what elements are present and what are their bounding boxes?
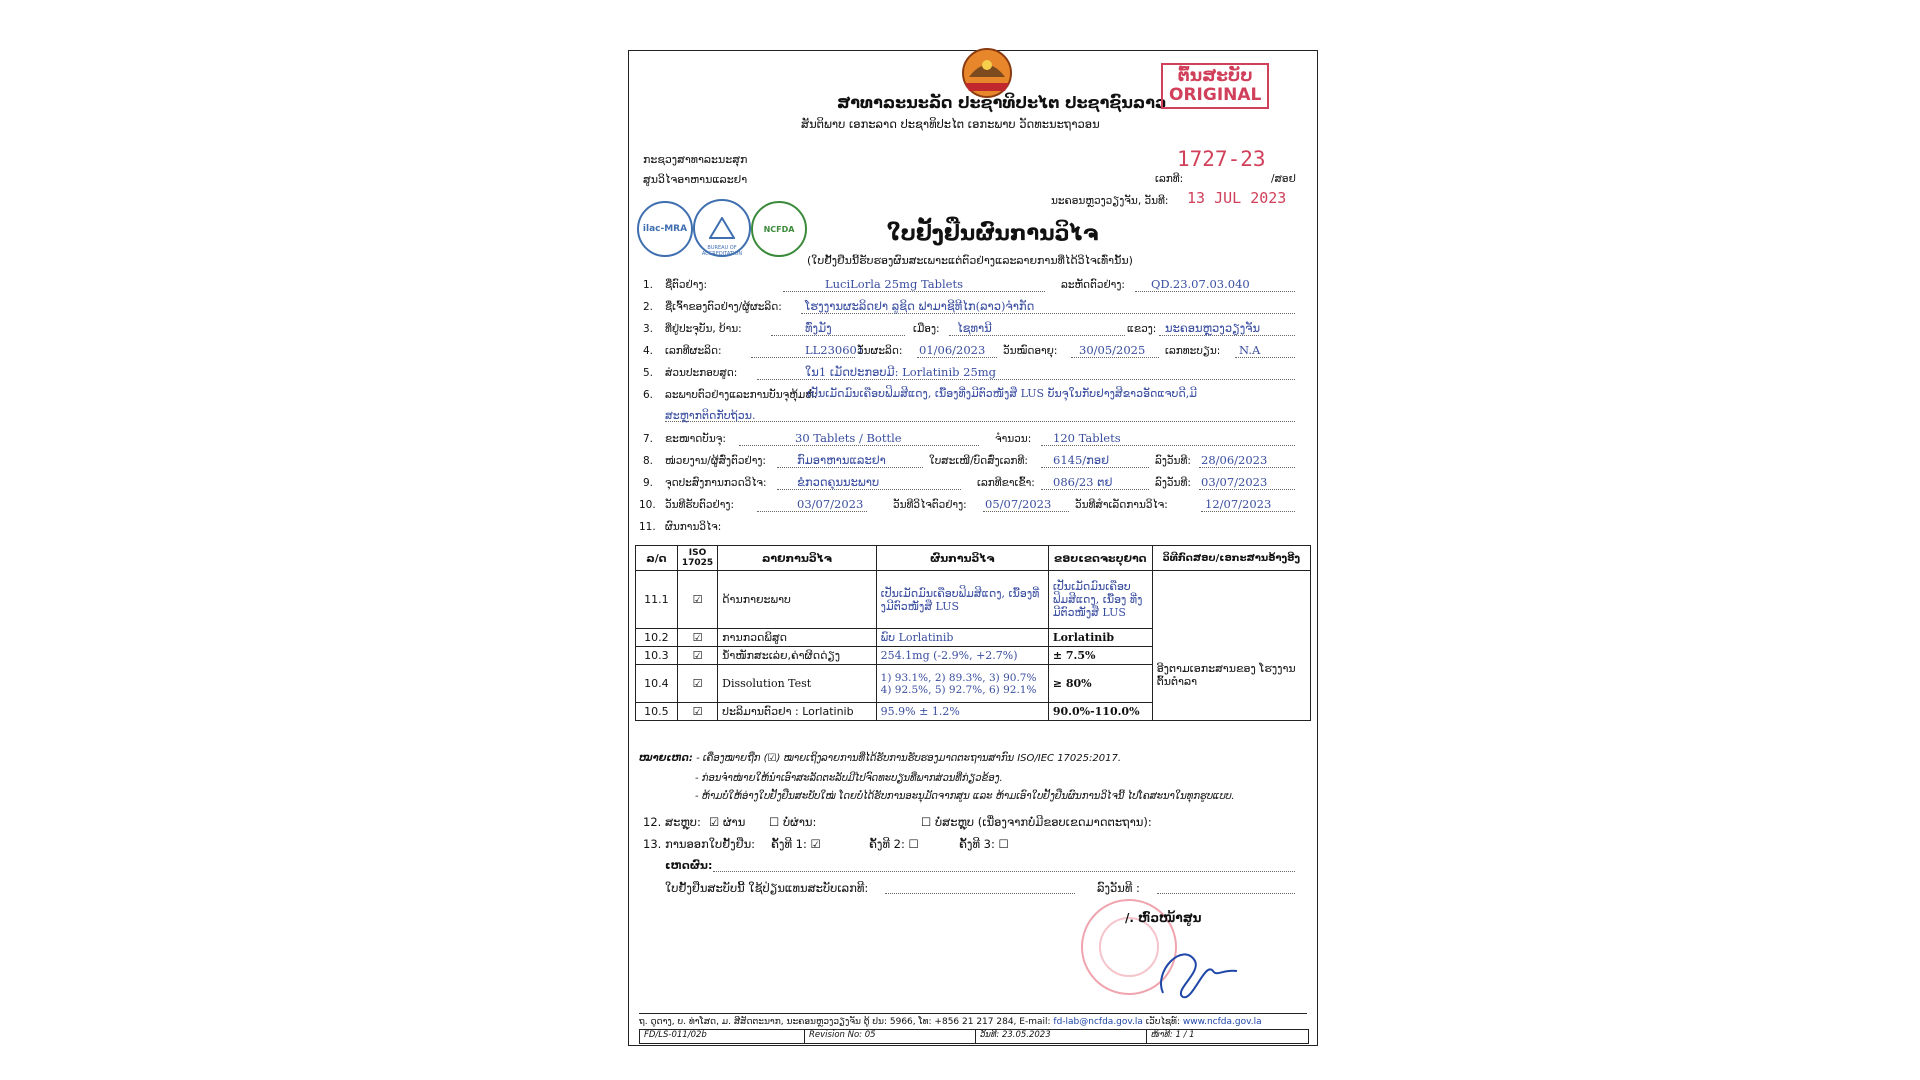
received-date-label: ວັນທີຮັບຕົວຢ່າງ:: [665, 499, 735, 511]
pack-size-value: 30 Tablets / Bottle: [795, 431, 902, 445]
replace-date-label: ລົງວັນທີ :: [1097, 881, 1140, 895]
effective-date: ວັນທີ: 23.05.2023: [976, 1030, 1147, 1043]
owner-value: ໂຮງງານຜະລິດຢາ ລູຊິດ ຟາມາຊີທີໄກ(ລາວ)ຈຳກັດ: [805, 299, 1035, 313]
address-province-value: ນະຄອນຫຼວງວຽງຈັນ: [1165, 321, 1261, 335]
registration-value: N.A: [1239, 343, 1261, 357]
iso-checkbox: ☑: [677, 703, 717, 721]
issuance-time-3: ຄັ້ງທີ 3: ☐: [959, 837, 1009, 851]
col-header-no: ລ/ດ: [636, 546, 678, 571]
sender-value: ກົມອາຫານແລະຢາ: [797, 453, 886, 467]
footer-website[interactable]: www.ncfda.gov.la: [1182, 1017, 1262, 1027]
iso-checkbox: ☑: [677, 647, 717, 665]
original-stamp-lao: ຕົ້ນສະບັບ: [1177, 66, 1253, 86]
iso-checkbox: ☑: [677, 571, 717, 629]
table-header-row: [636, 546, 1311, 571]
owner-label: ຊື່ເຈົ້າຂອງຕົວຢ່າງ/ຜູ້ຜະລິດ:: [665, 301, 782, 313]
sender-label: ໜ່ວຍງານ/ຜູ້ສົ່ງຕົວຢ່າງ:: [665, 455, 766, 467]
replace-label: ໃບຢັ້ງຢືນສະບັບນີ້ ໃຊ້ປ່ຽນແທນສະບັບເລກທີ:: [665, 881, 869, 895]
national-title: ສາທາລະນະລັດ ປະຊາທິປະໄຕ ປະຊາຊົນລາວ: [837, 93, 1167, 112]
received-date-value: 03/07/2023: [797, 497, 864, 511]
exp-date-value: 30/05/2025: [1079, 343, 1146, 357]
table-row: 10.2 ☑ ການກວດພິສູດ ພົບ Lorlatinib Lorlatinib: [636, 629, 1311, 647]
reason-label: ເຫດຜົນ:: [665, 859, 713, 872]
pack-size-label: ຂະໜາດບັນຈຸ:: [665, 433, 726, 445]
col-header-iso: ISO 17025: [677, 546, 717, 571]
sample-name-value: LuciLorla 25mg Tablets: [825, 277, 963, 291]
triangle-icon: [709, 217, 735, 239]
request-number-value: 6145/ກອຢ: [1053, 453, 1110, 467]
results-label: ຜົນການວິໄຈ:: [665, 521, 722, 533]
col-header-result: ຜົນການວິໄຈ: [876, 546, 1048, 571]
conclusion-label: ສະຫຼຸບ:: [665, 815, 701, 829]
document-title: ໃບຢັ້ງຢືນຜົນການວິໄຈ: [887, 221, 1099, 245]
purpose-value: ຂໍກວດຄຸນນະພາບ: [797, 475, 880, 489]
appearance-value-1: ເປັນເມັດມົນເຄືອບຟິມສີແດງ, ເນື້ອງທີ່ງມີຕົວໜັງສື LUS ບັນຈຸໃນກັບຢາງສີຂາວອັດແຈບດີ,ມີ: [807, 387, 1197, 400]
note-1: - ເຄື່ອງໝາຍຖືກ (☑) ໝາຍເຖິງລາຍການທີ່ໄດ້ຮັບການຮັບຮອງມາດຕະຖານສາກົນ ISO/IEC 17025:2017.: [696, 753, 1122, 764]
form-code: FD/LS-011/02b: [640, 1030, 805, 1043]
bureau-accreditation-logo: BUREAU OF ACCREDITATION: [693, 199, 751, 257]
batch-label: ເລກທີຜະລິດ:: [665, 345, 722, 357]
ncfda-logo: NCFDA: [751, 201, 807, 257]
issuance-time-1: ຄັ້ງທີ 1: ☑: [771, 837, 821, 851]
appearance-value-2: ສະຫຼາກຕິດກັບຖ້ວນ.: [665, 409, 756, 422]
iso-checkbox: ☑: [677, 665, 717, 703]
issuance-label: ການອອກໃບຢັ້ງຢືນ:: [665, 837, 756, 851]
composition-value: ໃນ1 ເມັດປະກອບມີ: Lorlatinib 25mg: [805, 365, 997, 379]
footer-form-info: [639, 1029, 1309, 1044]
col-header-item: ລາຍການວິໄຈ: [718, 546, 877, 571]
sample-code-value: QD.23.07.03.040: [1151, 277, 1250, 291]
composition-label: ສ່ວນປະກອບສູດ:: [665, 367, 738, 379]
appearance-label: ລະພາບຕົວຢ່າງແລະການບັນຈຸຫຸ້ມຫໍ່:: [665, 389, 818, 401]
original-stamp: [1161, 63, 1269, 109]
table-row: 10.3 ☑ ນ້ຳໜັກສະເລ່ຍ,ຄ່າຜິດດ່ຽງ 254.1mg (-2.9%, +2.7%) ± 7.5%: [636, 647, 1311, 665]
mfg-date-value: 01/06/2023: [919, 343, 986, 357]
doc-number-label: ເລກທີ:: [1155, 173, 1184, 185]
ilac-mra-logo: ilac-MRA: [637, 201, 693, 257]
request-date-value: 28/06/2023: [1201, 453, 1268, 467]
results-table: [635, 545, 1311, 721]
table-row: 10.4 ☑ Dissolution Test 1) 93.1%, 2) 89.3%, 3) 90.7% 4) 92.5%, 5) 92.7%, 6) 92.1% ≥ 80%: [636, 665, 1311, 703]
test-date-value: 05/07/2023: [985, 497, 1052, 511]
issuance-time-2: ຄັ້ງທີ 2: ☐: [869, 837, 919, 851]
document-subtitle: (ໃບຢັ້ງຢືນນີ້ຮັບຮອງຜົນສະເພາະແຕ່ຕົວຢ່າງແລະລາຍການທີ່ໄດ້ວິໄຈເທົ່ານັ້ນ): [807, 254, 1133, 267]
purpose-label: ຈຸດປະສົງການກວດວິໄຈ:: [665, 477, 767, 489]
place-date-label: ນະຄອນຫຼວງວຽງຈັນ, ວັນທີ:: [1051, 195, 1169, 207]
center-name: ສູນວິໄຈອາຫານແລະຢາ: [643, 173, 748, 186]
intake-date-value: 03/07/2023: [1201, 475, 1268, 489]
doc-number-suffix: /ສອຢ: [1271, 173, 1296, 185]
iso-checkbox: ☑: [677, 629, 717, 647]
signature-title: /. ຫົວໜ້າສູນ: [1125, 911, 1202, 925]
completion-date-value: 12/07/2023: [1205, 497, 1272, 511]
footer-address: ຖ. ດູດາງ, ບ. ທ່າໂສດ, ມ. ສີສັດຕະນາກ, ນະຄອນຫຼວງວຽງຈັນ ຕູ້ ປນ: 5966, ໂທ: +856 21 217 284, E-mail: fd-lab@ncfda.gov.la ເວັບໄຊທ໌: www.ncfda.gov.la: [639, 1013, 1307, 1027]
method-reference: ອີງຕາມເອກະສານຂອງ ໂຮງງານຕົ້ນຕຳລາ: [1152, 571, 1310, 721]
sample-name-label: ຊື່ຕົວຢ່າງ:: [665, 279, 708, 291]
signature-mark: [1143, 931, 1253, 1001]
table-row: 10.5 ☑ ປະລິມານຕົວຢາ : Lorlatinib 95.9% ± 1.2% 90.0%-110.0%: [636, 703, 1311, 721]
address-village-value: ທົ່ງມັງ: [805, 321, 832, 335]
note-3: - ຫ້າມບໍ່ໃຫ້ອ່າງໃບຢັ້ງຢືນສະບັບໃໝ່ ໂດຍບໍ່ໄດ້ຮັບການອະນຸມັດຈາກສູນ ແລະ ຫ້າມເອົາໃບຢັ້ງຢືນຜົນການວິໄຈນີ້ ໄປໂຄສະນາໃນທຸກຮູບແບບ.: [695, 791, 1235, 802]
address-village-label: ທີ່ຢູ່ປະຈຸບັນ, ບ້ານ:: [665, 323, 742, 335]
address-district-value: ໄຊທານີ: [957, 321, 992, 335]
batch-value: LL230601: [805, 343, 865, 357]
table-row: 11.1 ☑ ດ້ານກາຍະພາບ ເປັນເມັດມົນເຄືອບຟິມສີແດງ, ເນື້ອງທີ່ງມີຕົວໜັງສື LUS ເປັນເມັດມົນເຄືອບ ຟິມສີແດງ, ເນື້ອງ ທີ່ງມີຕົວໜັງສື LUS ອີງຕາມເອກະສານຂອງ ໂຮງງານຕົ້ນຕຳລາ: [636, 571, 1311, 629]
ministry-name: ກະຊວງສາທາລະນະສຸກ: [643, 153, 748, 166]
certificate-document: ສາທາລະນະລັດ ປະຊາທິປະໄຕ ປະຊາຊົນລາວ ສັນຕິພາບ ເອກະລາດ ປະຊາທິປະໄຕ ເອກະພາບ ວັດທະນະຖາວອນ ຕົ້ນສະບັບ ORIGINAL ກະຊວງສາທາລະນະສຸກ ສູນວິໄຈອາຫານແລະຢາ ເລກທີ: 1727-23 /ສອຢ ນະຄອນຫຼວງວຽງຈັນ, ວັນທີ: 13 JUL 2023 ilac-MRA BUREAU OF ACCREDITATION NCFDA ໃບຢັ້ງຢືນຜົນການວິໄຈ (ໃບຢັ້ງຢືນນີ້ຮັບຮອງຜົນສະເພາະແຕ່ຕົວຢ່າງແລະລາຍການທີ່ໄດ້ວິໄຈເທົ່ານັ້ນ) 1. ຊື່ຕົວຢ່າງ: LuciLorla 25mg Tablets ລະຫັດຕົວຢ່າງ: QD.23.07.03.040 2. ຊື່ເຈົ້າຂອງຕົວຢ່າງ/ຜູ້ຜະລິດ: ໂຮງງານຜະລິດຢາ ລູຊິດ ຟາມາຊີທີໄກ(ລາວ)ຈຳກັດ 3. ທີ່ຢູ່ປະຈຸບັນ, ບ້ານ: ທົ່ງມັງ ເມືອງ: ໄຊທານີ ແຂວງ: ນະຄອນຫຼວງວຽງຈັນ 4. ເລກທີຜະລິດ: LL230601 ວັນຜະລິດ: 01/06/2023 ວັນໝົດອາຍຸ: 30/05/2025 ເລກທະບຽນ: N.A 5. ສ່ວນປະກອບສູດ: ໃນ1 ເມັດປະກອບມີ: Lorlatinib 25mg 6. ລະພາບຕົວຢ່າງແລະການບັນຈຸຫຸ້ມຫໍ່: ເປັນເມັດມົນເຄືອບຟິມສີແດງ, ເນື້ອງທີ່ງມີຕົວໜັງສື LUS ບັນຈຸໃນກັບຢາງສີຂາວອັດແຈບດີ,ມີ ສະຫຼາກຕິດກັບຖ້ວນ. 7. ຂະໜາດບັນຈຸ: 30 Tablets / Bottle ຈຳນວນ: 120 Tablets 8. ໜ່ວຍງານ/ຜູ້ສົ່ງຕົວຢ່າງ: ກົມອາຫານແລະຢາ ໃບສະເໜີ/ບົດສົ່ງເລກທີ: 6145/ກອຢ ລົງວັນທີ: 28/06/2023 9. ຈຸດປະສົງການກວດວິໄຈ: ຂໍກວດຄຸນນະພາບ ເລກທີຂາເຂົ້າ: 086/23 ຕຢ ລົງວັນທີ: 03/07/2023 10. ວັນທີຮັບຕົວຢ່າງ: 03/07/2023 ວັນທີວິໄຈຕົວຢ່າງ: 05/07/2023 ວັນທີສຳເລັດການວິໄຈ: 12/07/2023 11. ຜົນການວິໄຈ: ລ/ດ ISO 17025 ລາຍການວິໄຈ ຜົນການວິໄຈ ຂອບເຂດຈະບຸຍາດ ວິທີກົດສອບ/ເອກະສານອ້າງອີງ 11.1 ☑ ດ້ານກາຍະພາບ ເປັນເມັດມົນເຄືອບຟິມສີແດງ, ເນື້ອງທີ່ງມີຕົວໜັງສື LUS ເປັນເມັດມົນເຄືອບ ຟິມສີແດງ, ເນື້ອງ ທີ່ງມີຕົວໜັງສື LUS ອີງຕາມເອກະສານຂອງ ໂຮງງານຕົ້ນຕຳລາ 10.2 ☑ ການກວດພິສູດ ພົບ Lorlatinib Lorlatinib 10.3 ☑ ນ້ຳໜັກສະເລ່ຍ,ຄ່າຜິດດ່ຽງ 254.1mg (-2.9%, +2.7%) ± 7.5% 10.4 ☑ Dissolution Test 1) 93.1%, 2) 89.3%, 3) 90.7% 4) 92.5%, 5) 92.7%, 6) 92.1% ≥ 80% 10.5 ☑ ປະລິມານຕົວຢາ : Lorlatinib 95.9% ± 1.2% 90.0%-110.0% ໝາຍເຫດ: - ເຄື່ອງໝາຍຖືກ (☑) ໝາຍເຖິງລາຍການທີ່ໄດ້ຮັບການຮັບຮອງມາດຕະຖານສາກົນ ISO/IEC 17025:2017. - ກ່ອນຈຳໜ່າຍໃຫ້ນຳເອົາສະລັດຕະລັບມີໄປຈົດທະບຽນທີ່ພາກສ່ວນທີ່ກ່ຽວຂ້ອງ. - ຫ້າມບໍ່ໃຫ້ອ່າງໃບຢັ້ງຢືນສະບັບໃໝ່ ໂດຍບໍ່ໄດ້ຮັບການອະນຸມັດຈາກສູນ ແລະ ຫ້າມເອົາໃບຢັ້ງຢືນຜົນການວິໄຈນີ້ ໄປໂຄສະນາໃນທຸກຮູບແບບ. 12. ສະຫຼຸບ: ☑ ຜ່ານ ☐ ບໍ່ຜ່ານ: ☐ ບໍ່ສະຫຼຸບ (ເນື່ອງຈາກບໍ່ມີຂອບເຂດມາດຕະຖານ): 13. ການອອກໃບຢັ້ງຢືນ: ຄັ້ງທີ 1: ☑ ຄັ້ງທີ 2: ☐ ຄັ້ງທີ 3: ☐ ເຫດຜົນ: ໃບຢັ້ງຢືນສະບັບນີ້ ໃຊ້ປ່ຽນແທນສະບັບເລກທີ: ລົງວັນທີ : /. ຫົວໜ້າສູນ ຖ. ດູດາງ, ບ. ທ່າໂສດ, ມ. ສີສັດຕະນາກ, ນະຄອນຫຼວງວຽງຈັນ ຕູ້ ປນ: 5966, ໂທ: +856 21 217 284, E-mail: fd-lab@ncfda.gov.la ເວັບໄຊທ໌: www.ncfda.gov.la FD/LS-011/02b Revision No: 05 ວັນທີ: 23.05.2023 ໜ້າທີ: 1 / 1: [628, 50, 1318, 1046]
revision-number: Revision No: 05: [805, 1030, 976, 1043]
col-header-method: ວິທີກົດສອບ/ເອກະສານອ້າງອີງ: [1152, 546, 1310, 571]
conclusion-pass: ☑ ຜ່ານ: [709, 815, 746, 829]
page-number: ໜ້າທີ: 1 / 1: [1151, 1030, 1195, 1040]
sample-code-label: ລະຫັດຕົວຢ່າງ:: [1061, 279, 1125, 291]
note-2: - ກ່ອນຈຳໜ່າຍໃຫ້ນຳເອົາສະລັດຕະລັບມີໄປຈົດທະບຽນທີ່ພາກສ່ວນທີ່ກ່ຽວຂ້ອງ.: [695, 773, 1003, 784]
conclusion-na: ☐ ບໍ່ສະຫຼຸບ (ເນື່ອງຈາກບໍ່ມີຂອບເຂດມາດຕະຖານ):: [921, 815, 1152, 829]
intake-number-value: 086/23 ຕຢ: [1053, 475, 1113, 489]
footer-email[interactable]: fd-lab@ncfda.gov.la: [1053, 1017, 1143, 1027]
notes-section: ໝາຍເຫດ: - ເຄື່ອງໝາຍຖືກ (☑) ໝາຍເຖິງລາຍການທີ່ໄດ້ຮັບການຮັບຮອງມາດຕະຖານສາກົນ ISO/IEC 17025:2017.: [639, 753, 1122, 764]
national-motto: ສັນຕິພາບ ເອກະລາດ ປະຊາທິປະໄຕ ເອກະພາບ ວັດທະນະຖາວອນ: [801, 117, 1100, 131]
lao-emblem-icon: [955, 43, 1019, 99]
doc-number-value: 1727-23: [1177, 147, 1266, 171]
col-header-limit: ຂອບເຂດຈະບຸຍາດ: [1048, 546, 1152, 571]
conclusion-fail: ☐ ບໍ່ຜ່ານ:: [769, 815, 817, 829]
quantity-value: 120 Tablets: [1053, 431, 1121, 445]
original-stamp-en: ORIGINAL: [1169, 85, 1262, 105]
issue-date: 13 JUL 2023: [1187, 189, 1287, 207]
